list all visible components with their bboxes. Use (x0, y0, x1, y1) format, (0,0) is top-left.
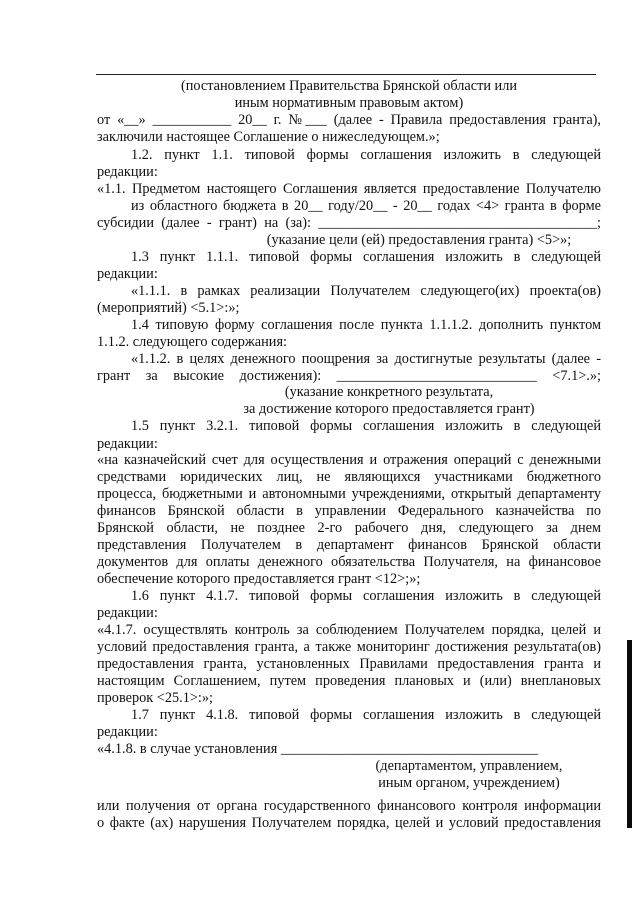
text-line: о факте (ах) нарушения Получателем порядка, целей и условий предоставления (97, 815, 601, 831)
text-line: процесса, бюджетными и автономными учреждениями, открытый департаменту (97, 486, 601, 502)
text-line: редакции: (97, 436, 158, 452)
text-line: (мероприятий) <5.1>:»; (97, 300, 240, 316)
text-line: «4.1.8. в случае установления ____________________________________ (97, 741, 539, 757)
text-line: «4.1.7. осуществлять контроль за соблюдением Получателем порядка, целей и (97, 622, 601, 638)
text-line: представления Получателем в департамент финансов Брянской области (97, 537, 601, 553)
text-line: «1.1.2. в целях денежного поощрения за достигнутые результаты (далее - (131, 351, 601, 367)
text-line: 1.3 пункт 1.1.1. типовой формы соглашения изложить в следующей (131, 249, 601, 265)
text-line: (департаментом, управлением, (375, 758, 563, 774)
text-line: условий предоставления гранта, а также мониторинг достижения результата(ов) (97, 639, 601, 655)
text-line: (постановлением Правительства Брянской области или (180, 78, 517, 94)
text-line: редакции: (97, 724, 158, 740)
text-line: заключили настоящее Соглашение о нижеследующем.»; (97, 129, 440, 145)
text-line: редакции: (97, 266, 158, 282)
text-line: 1.5 пункт 3.2.1. типовой формы соглашения изложить в следующей (131, 418, 601, 434)
text-line: обеспечение которого предоставляется грант <12>;»; (97, 571, 421, 587)
text-line: Брянской области, не позднее 2-го рабочего дня, следующего за днем (97, 520, 601, 536)
text-line: за достижение которого предоставляется грант) (243, 401, 535, 417)
text-line: 1.4 типовую форму соглашения после пункта 1.1.1.2. дополнить пунктом (131, 317, 601, 333)
text-line: средствами юридических лиц, не являющихся участниками бюджетного (97, 469, 601, 485)
text-line: 1.2. пункт 1.1. типовой формы соглашения изложить в следующей (131, 147, 601, 163)
text-line: документов для оплаты денежного обязательства Получателя, на финансовое (97, 554, 601, 570)
top-rule (96, 74, 596, 75)
text-line: 1.1.2. следующего содержания: (97, 334, 287, 350)
text-line: из областного бюджета в 20__ году/20__ - 20__ годах <4> гранта в форме (131, 198, 601, 214)
text-line: иным нормативным правовым актом) (234, 95, 464, 111)
text-line: «1.1.1. в рамках реализации Получателем следующего(их) проекта(ов) (131, 283, 601, 299)
text-line: 1.6 пункт 4.1.7. типовой формы соглашения изложить в следующей (131, 588, 601, 604)
text-line: редакции: (97, 164, 158, 180)
text-line: настоящим Соглашением, путем проведения плановых и (или) внеплановых (97, 673, 601, 689)
text-line: финансов Брянской области в управлении Федерального казначейства по (97, 503, 601, 519)
text-line: «на казначейский счет для осуществления и отражения операций с денежными (97, 452, 601, 468)
text-line: от «__» ___________ 20__ г. №___ (далее - Правила предоставления гранта), (97, 112, 601, 128)
text-line: «1.1. Предметом настоящего Соглашения является предоставление Получателю (97, 181, 601, 197)
text-line: иным органом, учреждением) (378, 775, 560, 791)
text-line: (указание конкретного результата, (284, 384, 494, 400)
text-line: (указание цели (ей) предоставления гранта) <5>»; (266, 232, 572, 248)
text-line: или получения от органа государственного финансового контроля информации (97, 798, 601, 814)
text-line: грант за высокие достижения): ____________________________ <7.1>.»; (97, 368, 601, 384)
text-line: 1.7 пункт 4.1.8. типовой формы соглашения изложить в следующей (131, 707, 601, 723)
text-line: редакции: (97, 605, 158, 621)
text-line: проверок <25.1>:»; (97, 690, 214, 706)
text-line: предоставления гранта, установленных Правилами предоставления гранта и (97, 656, 601, 672)
scan-edge-shadow (627, 640, 632, 828)
text-line: субсидии (далее - грант) на (за): _______________________________________; (97, 215, 601, 231)
